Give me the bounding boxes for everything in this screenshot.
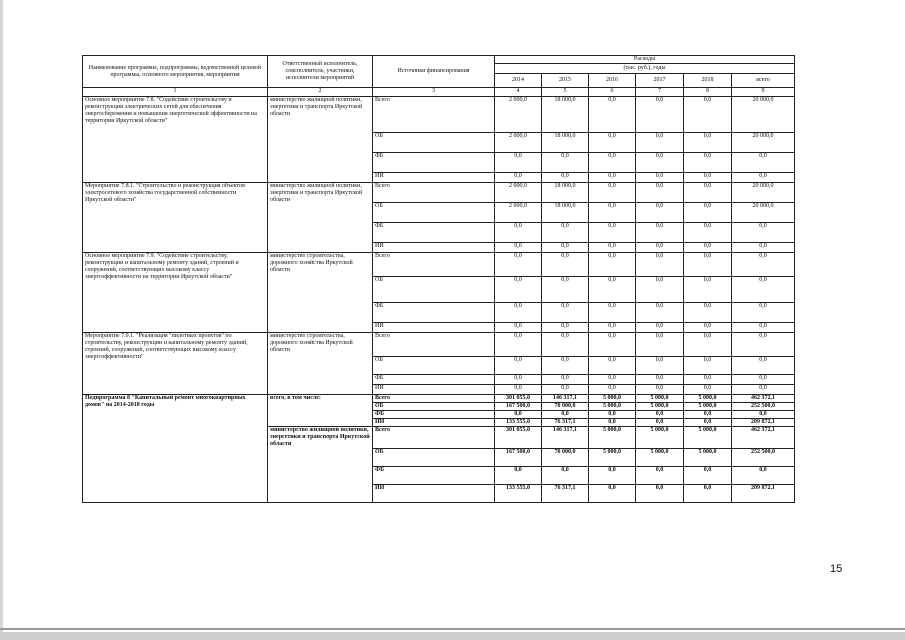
measure-name: Мероприятие 7.8.1. "Строительство и реконструкция объектов электросетевого хозяйства государственной собственности Иркутской области" bbox=[83, 183, 268, 253]
value-cell: 0,0 bbox=[495, 277, 542, 303]
value-cell: 0,0 bbox=[495, 467, 542, 485]
value-total: 20 000,0 bbox=[732, 203, 795, 223]
value-cell: 167 500,0 bbox=[495, 449, 542, 467]
value-cell: 0,0 bbox=[589, 333, 636, 357]
funding-source: ОБ bbox=[373, 277, 495, 303]
header-year: 2016 bbox=[589, 74, 636, 88]
value-cell: 146 317,1 bbox=[542, 395, 589, 403]
measure-executor: министерство жилищной политики, энергетики и транспорта Иркутской области bbox=[268, 183, 373, 253]
funding-source: ФБ bbox=[373, 467, 495, 485]
value-cell: 0,0 bbox=[542, 223, 589, 243]
value-total: 20 000,0 bbox=[732, 183, 795, 203]
value-cell: 0,0 bbox=[542, 375, 589, 385]
value-total: 209 872,1 bbox=[732, 485, 795, 503]
measure-executor: министерство строительства, дорожного хозяйства Иркутской области bbox=[268, 253, 373, 333]
value-cell: 0,0 bbox=[542, 243, 589, 253]
value-cell: 0,0 bbox=[684, 173, 732, 183]
value-cell: 301 055,0 bbox=[495, 427, 542, 449]
value-cell: 133 555,0 bbox=[495, 485, 542, 503]
value-total: 20 000,0 bbox=[732, 133, 795, 153]
value-cell: 0,0 bbox=[684, 385, 732, 395]
value-cell: 0,0 bbox=[542, 323, 589, 333]
value-cell: 0,0 bbox=[589, 173, 636, 183]
value-cell: 0,0 bbox=[589, 253, 636, 277]
value-cell: 2 000,0 bbox=[495, 183, 542, 203]
table-row bbox=[83, 395, 795, 403]
funding-source: ОБ bbox=[373, 133, 495, 153]
measure-name: Мероприятие 7.9.1. "Реализация "пилотных проектов" по строительству, реконструкции и капитальному ремонту зданий, строений, сооружений, соответствующих высокому классу энергоэффективности" bbox=[83, 333, 268, 395]
value-cell: 0,0 bbox=[589, 303, 636, 323]
value-cell: 0,0 bbox=[495, 173, 542, 183]
measure-name: Основное мероприятие 7.9. "Содействие строительству, реконструкции и капитальному ремонту зданий, строений и сооружений, соответствующих высокому классу энергоэффективности на территории Иркутской области" bbox=[83, 253, 268, 333]
table-body bbox=[83, 97, 795, 503]
value-cell: 0,0 bbox=[684, 323, 732, 333]
value-total: 462 372,1 bbox=[732, 395, 795, 403]
funding-source: ОБ bbox=[373, 203, 495, 223]
value-total: 0,0 bbox=[732, 173, 795, 183]
page-edge-bottom bbox=[0, 632, 905, 640]
value-cell: 0,0 bbox=[636, 303, 684, 323]
value-cell: 70 000,0 bbox=[542, 449, 589, 467]
header-year: 2018 bbox=[684, 74, 732, 88]
value-cell: 0,0 bbox=[684, 419, 732, 427]
value-cell: 0,0 bbox=[636, 243, 684, 253]
value-cell: 5 000,0 bbox=[636, 427, 684, 449]
value-cell: 0,0 bbox=[636, 485, 684, 503]
header-units: (тыс. руб.), годы bbox=[495, 64, 795, 74]
value-cell: 76 317,1 bbox=[542, 419, 589, 427]
value-cell: 0,0 bbox=[684, 277, 732, 303]
funding-source: Всего bbox=[373, 395, 495, 403]
funding-source: Всего bbox=[373, 183, 495, 203]
value-cell: 0,0 bbox=[684, 485, 732, 503]
value-total: 0,0 bbox=[732, 243, 795, 253]
value-cell: 0,0 bbox=[589, 97, 636, 133]
value-cell: 5 000,0 bbox=[589, 449, 636, 467]
funding-source: ФБ bbox=[373, 153, 495, 173]
value-cell: 0,0 bbox=[495, 333, 542, 357]
value-cell: 0,0 bbox=[589, 223, 636, 243]
funding-source: Всего bbox=[373, 253, 495, 277]
header-year-total: всего bbox=[732, 74, 795, 88]
subprogram-executor: министерство жилищной политики, энергетики и транспорта Иркутской области bbox=[268, 427, 373, 503]
column-number: 2 bbox=[268, 88, 373, 97]
value-cell: 0,0 bbox=[495, 323, 542, 333]
value-cell: 0,0 bbox=[495, 357, 542, 375]
value-total: 0,0 bbox=[732, 411, 795, 419]
value-total: 462 372,1 bbox=[732, 427, 795, 449]
value-cell: 0,0 bbox=[495, 223, 542, 243]
value-cell: 0,0 bbox=[589, 357, 636, 375]
value-cell: 5 000,0 bbox=[589, 403, 636, 411]
funding-source: ФБ bbox=[373, 375, 495, 385]
funding-source: Всего bbox=[373, 333, 495, 357]
value-cell: 0,0 bbox=[542, 385, 589, 395]
value-cell: 0,0 bbox=[589, 385, 636, 395]
value-cell: 0,0 bbox=[495, 385, 542, 395]
value-total: 252 500,0 bbox=[732, 449, 795, 467]
value-total: 0,0 bbox=[732, 303, 795, 323]
value-total: 0,0 bbox=[732, 277, 795, 303]
value-cell: 0,0 bbox=[636, 419, 684, 427]
measure-executor: министерство строительства, дорожного хозяйства Иркутской области bbox=[268, 333, 373, 395]
table-row bbox=[83, 333, 795, 357]
value-cell: 0,0 bbox=[684, 153, 732, 173]
column-number: 1 bbox=[83, 88, 268, 97]
value-cell: 18 000,0 bbox=[542, 183, 589, 203]
value-cell: 0,0 bbox=[684, 303, 732, 323]
value-cell: 0,0 bbox=[636, 133, 684, 153]
value-cell: 301 055,0 bbox=[495, 395, 542, 403]
value-cell: 0,0 bbox=[542, 333, 589, 357]
value-total: 20 000,0 bbox=[732, 97, 795, 133]
column-number: 7 bbox=[636, 88, 684, 97]
value-cell: 0,0 bbox=[495, 153, 542, 173]
value-cell: 0,0 bbox=[495, 375, 542, 385]
funding-source: ФБ bbox=[373, 303, 495, 323]
value-cell: 0,0 bbox=[684, 357, 732, 375]
value-cell: 146 317,1 bbox=[542, 427, 589, 449]
value-cell: 0,0 bbox=[495, 253, 542, 277]
value-cell: 2 000,0 bbox=[495, 133, 542, 153]
value-cell: 0,0 bbox=[636, 375, 684, 385]
table-row bbox=[83, 97, 795, 133]
value-total: 0,0 bbox=[732, 253, 795, 277]
value-cell: 70 000,0 bbox=[542, 403, 589, 411]
value-cell: 0,0 bbox=[636, 385, 684, 395]
value-cell: 5 000,0 bbox=[589, 427, 636, 449]
column-number: 5 bbox=[542, 88, 589, 97]
subprogram-total-label: всего, в том числе: bbox=[268, 395, 373, 427]
value-cell: 5 000,0 bbox=[636, 449, 684, 467]
value-cell: 0,0 bbox=[542, 357, 589, 375]
column-numbers-row bbox=[83, 88, 795, 97]
value-cell: 0,0 bbox=[684, 203, 732, 223]
value-cell: 0,0 bbox=[636, 183, 684, 203]
subprogram-name: Подпрограмма 8 "Капитальный ремонт многоквартирных домов" на 2014-2018 годы bbox=[83, 395, 268, 503]
page-edge-left bbox=[0, 0, 3, 640]
header-expenses: Расходы bbox=[495, 56, 795, 64]
value-cell: 0,0 bbox=[684, 333, 732, 357]
value-cell: 0,0 bbox=[542, 277, 589, 303]
value-cell: 0,0 bbox=[542, 153, 589, 173]
value-cell: 0,0 bbox=[542, 411, 589, 419]
value-total: 0,0 bbox=[732, 385, 795, 395]
value-cell: 5 000,0 bbox=[684, 449, 732, 467]
funding-source: Всего bbox=[373, 97, 495, 133]
value-cell: 0,0 bbox=[542, 253, 589, 277]
value-cell: 0,0 bbox=[636, 253, 684, 277]
value-cell: 0,0 bbox=[636, 203, 684, 223]
value-cell: 0,0 bbox=[589, 243, 636, 253]
value-cell: 0,0 bbox=[542, 467, 589, 485]
value-cell: 5 000,0 bbox=[636, 403, 684, 411]
value-cell: 0,0 bbox=[636, 333, 684, 357]
value-cell: 0,0 bbox=[684, 223, 732, 243]
value-cell: 0,0 bbox=[589, 203, 636, 223]
value-cell: 0,0 bbox=[684, 243, 732, 253]
value-cell: 18 000,0 bbox=[542, 97, 589, 133]
value-cell: 0,0 bbox=[636, 153, 684, 173]
value-cell: 0,0 bbox=[589, 375, 636, 385]
funding-source: ОБ bbox=[373, 403, 495, 411]
value-cell: 76 317,1 bbox=[542, 485, 589, 503]
value-total: 0,0 bbox=[732, 333, 795, 357]
value-total: 0,0 bbox=[732, 375, 795, 385]
value-total: 252 500,0 bbox=[732, 403, 795, 411]
column-number: 3 bbox=[373, 88, 495, 97]
value-cell: 0,0 bbox=[684, 467, 732, 485]
value-cell: 0,0 bbox=[684, 253, 732, 277]
value-cell: 0,0 bbox=[636, 411, 684, 419]
value-cell: 0,0 bbox=[636, 467, 684, 485]
value-cell: 2 000,0 bbox=[495, 203, 542, 223]
value-cell: 0,0 bbox=[636, 323, 684, 333]
value-total: 0,0 bbox=[732, 323, 795, 333]
value-cell: 5 000,0 bbox=[589, 395, 636, 403]
header-year: 2015 bbox=[542, 74, 589, 88]
value-cell: 0,0 bbox=[495, 303, 542, 323]
value-cell: 0,0 bbox=[542, 173, 589, 183]
value-cell: 0,0 bbox=[636, 357, 684, 375]
header-year: 2014 bbox=[495, 74, 542, 88]
value-cell: 0,0 bbox=[589, 183, 636, 203]
value-cell: 0,0 bbox=[636, 97, 684, 133]
value-cell: 0,0 bbox=[589, 419, 636, 427]
funding-source: ИИ bbox=[373, 485, 495, 503]
column-number: 6 bbox=[589, 88, 636, 97]
page-edge-bottom-line bbox=[0, 628, 905, 630]
value-cell: 0,0 bbox=[589, 323, 636, 333]
table-row bbox=[83, 253, 795, 277]
funding-source: ИИ bbox=[373, 419, 495, 427]
funding-source: Всего bbox=[373, 427, 495, 449]
budget-table bbox=[82, 55, 795, 503]
value-cell: 0,0 bbox=[684, 183, 732, 203]
value-cell: 5 000,0 bbox=[684, 427, 732, 449]
value-total: 0,0 bbox=[732, 467, 795, 485]
value-cell: 0,0 bbox=[636, 277, 684, 303]
value-total: 0,0 bbox=[732, 153, 795, 173]
header-year: 2017 bbox=[636, 74, 684, 88]
value-cell: 5 000,0 bbox=[684, 395, 732, 403]
column-number: 9 bbox=[732, 88, 795, 97]
value-cell: 0,0 bbox=[684, 375, 732, 385]
page-number: 15 bbox=[830, 563, 843, 575]
value-cell: 0,0 bbox=[589, 467, 636, 485]
value-cell: 167 500,0 bbox=[495, 403, 542, 411]
value-cell: 0,0 bbox=[589, 411, 636, 419]
value-cell: 5 000,0 bbox=[684, 403, 732, 411]
value-cell: 0,0 bbox=[589, 277, 636, 303]
table-row bbox=[83, 183, 795, 203]
funding-source: ОБ bbox=[373, 357, 495, 375]
funding-source: ИИ bbox=[373, 385, 495, 395]
value-total: 209 872,1 bbox=[732, 419, 795, 427]
column-number: 8 bbox=[684, 88, 732, 97]
value-cell: 0,0 bbox=[495, 243, 542, 253]
value-cell: 0,0 bbox=[542, 303, 589, 323]
value-cell: 0,0 bbox=[684, 97, 732, 133]
value-total: 0,0 bbox=[732, 223, 795, 243]
measure-executor: министерство жилищной политики, энергетики и транспорта Иркутской области bbox=[268, 97, 373, 183]
value-cell: 2 000,0 bbox=[495, 97, 542, 133]
value-cell: 0,0 bbox=[495, 411, 542, 419]
value-cell: 0,0 bbox=[589, 153, 636, 173]
value-cell: 0,0 bbox=[636, 223, 684, 243]
value-cell: 0,0 bbox=[684, 411, 732, 419]
value-cell: 0,0 bbox=[684, 133, 732, 153]
value-cell: 0,0 bbox=[636, 173, 684, 183]
value-total: 0,0 bbox=[732, 357, 795, 375]
value-cell: 133 555,0 bbox=[495, 419, 542, 427]
column-number: 4 bbox=[495, 88, 542, 97]
value-cell: 18 000,0 bbox=[542, 203, 589, 223]
funding-source: ОБ bbox=[373, 449, 495, 467]
header-source: Источники финансирования bbox=[373, 56, 495, 88]
value-cell: 0,0 bbox=[589, 485, 636, 503]
measure-name: Основное мероприятие 7.8. "Содействие строительству и реконструкции электрических сетей для обеспечения энергосбережения и повышения энергетической эффективности на территории Иркутской области" bbox=[83, 97, 268, 183]
value-cell: 5 000,0 bbox=[636, 395, 684, 403]
value-cell: 0,0 bbox=[589, 133, 636, 153]
funding-source: ФБ bbox=[373, 411, 495, 419]
funding-source: ФБ bbox=[373, 223, 495, 243]
header-executor: Ответственный исполнитель, соисполнитель, участники, исполнители мероприятий bbox=[268, 56, 373, 88]
header-name: Наименование программы, подпрограммы, ведомственной целевой программы, основного мероприятия, мероприятия bbox=[83, 56, 268, 88]
funding-source: ИИ bbox=[373, 243, 495, 253]
funding-source: ИИ bbox=[373, 173, 495, 183]
value-cell: 18 000,0 bbox=[542, 133, 589, 153]
funding-source: ИИ bbox=[373, 323, 495, 333]
